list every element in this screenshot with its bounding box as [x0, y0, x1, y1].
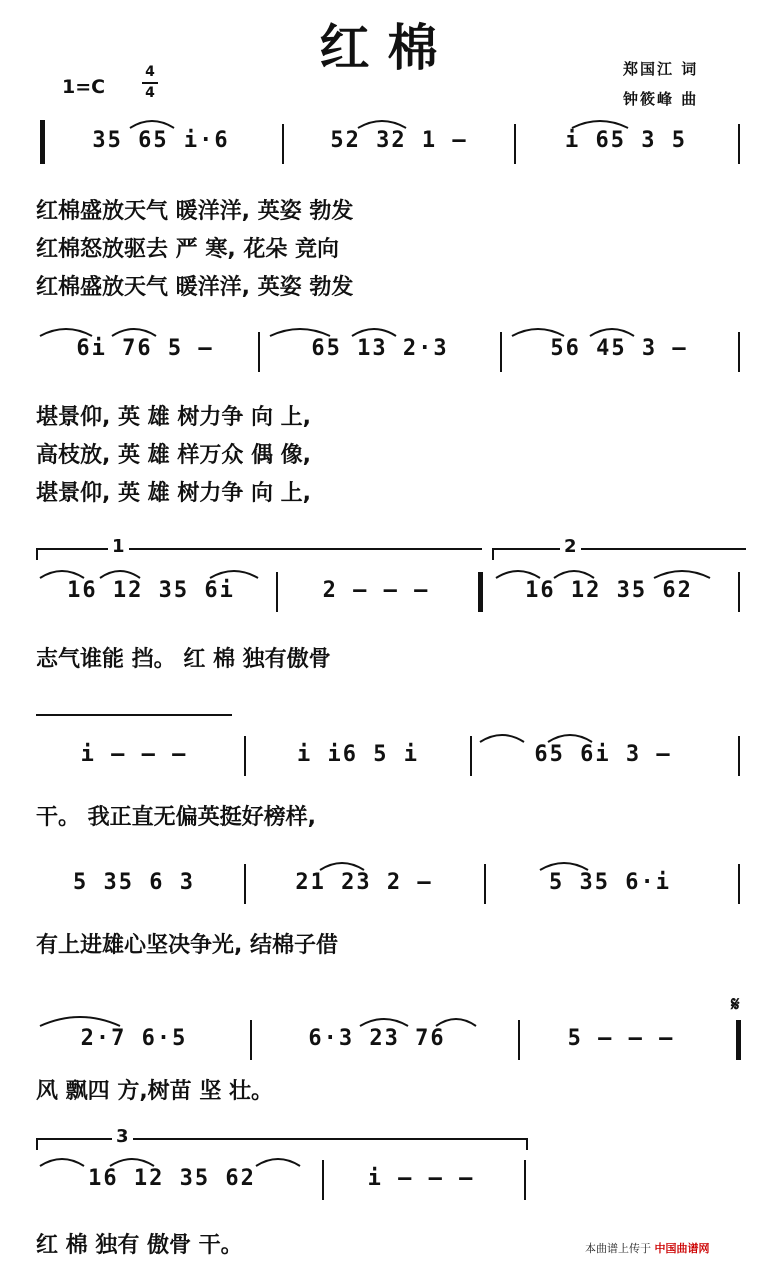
footer-text: 本曲谱上传于 — [585, 1242, 651, 1255]
lyric-line-1: 堪景仰, 英 雄 树力争 向 上, — [36, 405, 312, 430]
measure-4: 6i 76 5 — — [76, 336, 214, 361]
measure-7: 16 12 35 6i — [67, 578, 235, 603]
measure-3: i 65 3 5 — [565, 128, 687, 153]
composer-credit: 钟筱峰 曲 — [623, 90, 699, 108]
footer-site-logo[interactable]: 中国曲谱网 — [654, 1242, 710, 1255]
lyric-line-1: 风 飘四 方,树苗 坚 壮。 — [36, 1079, 273, 1104]
lyric-line-1: 红棉盛放天气 暖洋洋, 英姿 勃发 — [36, 199, 354, 224]
song-title: 红棉 — [319, 19, 456, 77]
measure-14: 21 23 2 — — [295, 870, 433, 895]
lyric-line-1: 志气谁能 挡。 红 棉 独有傲骨 — [36, 647, 331, 672]
measure-20: i — — — — [367, 1166, 475, 1191]
lyric-line-2: 红棉怒放驱去 严 寒, 花朵 竞向 — [36, 237, 339, 262]
measure-8: 2 — — — — [322, 578, 430, 603]
measure-6: 56 45 3 — — [550, 336, 688, 361]
time-signature-top: 4 — [145, 64, 155, 80]
lyric-line-2: 高枝放, 英 雄 样万众 偶 像, — [36, 443, 312, 468]
measure-5: 65 13 2·3 — [311, 336, 449, 361]
measure-13: 5 35 6 3 — [73, 870, 195, 895]
lyricist-credit: 郑国江 词 — [623, 60, 699, 78]
lyric-line-3: 堪景仰, 英 雄 树力争 向 上, — [36, 481, 312, 506]
measure-2: 52 32 1 — — [330, 128, 468, 153]
measure-12: 65 6i 3 — — [534, 742, 672, 767]
lyric-line-3: 红棉盛放天气 暖洋洋, 英姿 勃发 — [36, 275, 354, 300]
first-ending-number: 1 — [108, 536, 129, 557]
measure-1: 35 65 i·6 — [92, 128, 230, 153]
measure-16: 2·7 6·5 — [80, 1026, 188, 1051]
second-ending-number: 2 — [560, 536, 581, 557]
measure-9: 16 12 35 62 — [525, 578, 693, 603]
measure-19: 16 12 35 62 — [88, 1166, 256, 1191]
measure-10: i — — — — [80, 742, 188, 767]
lyric-line-1: 红 棉 独有 傲骨 干。 — [36, 1233, 243, 1258]
key-signature: 1=C — [62, 76, 106, 98]
lyric-line-1: 有上进雄心坚决争光, 结棉子借 — [36, 933, 339, 958]
third-ending-number: 3 — [112, 1126, 133, 1147]
lyric-line-1: 干。 我正直无偏英挺好榜样, — [36, 805, 317, 830]
site-footer — [585, 1240, 710, 1256]
segno-sign: 𝄋 — [731, 992, 740, 1016]
measure-18: 5 — — — — [567, 1026, 675, 1051]
measure-11: i i6 5 i — [297, 742, 419, 767]
time-signature-bottom: 4 — [145, 85, 155, 101]
measure-17: 6·3 23 76 — [308, 1026, 446, 1051]
measure-15: 5 35 6·i — [549, 870, 671, 895]
